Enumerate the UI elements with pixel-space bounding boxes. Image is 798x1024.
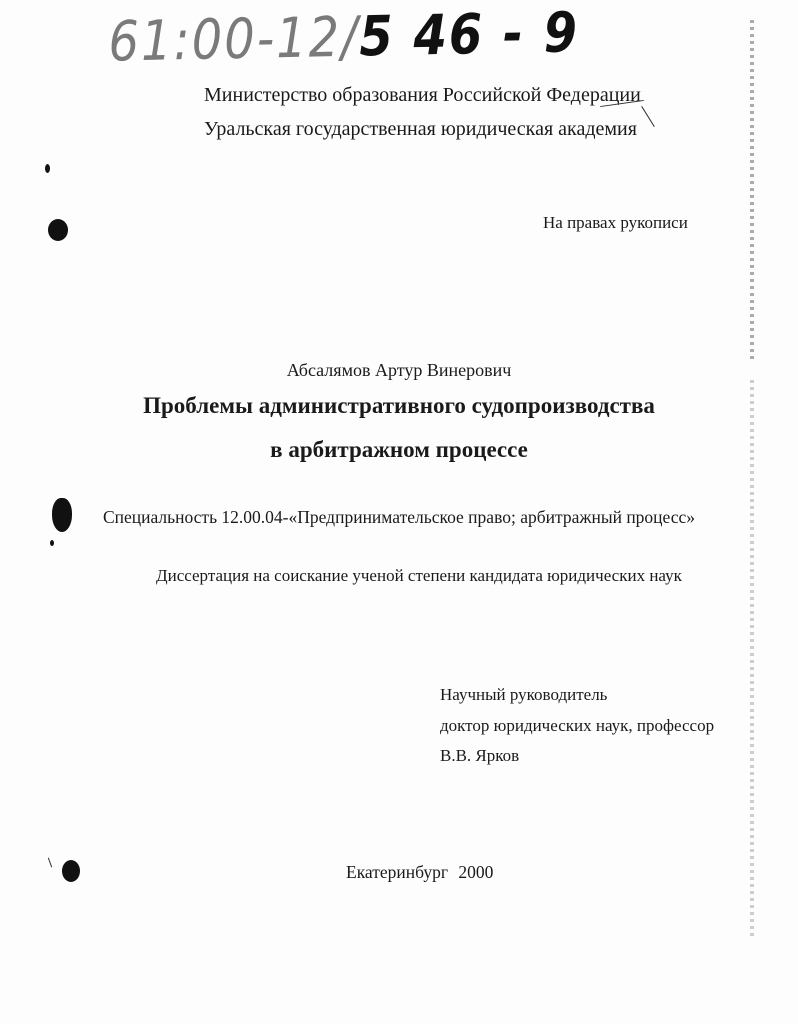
binding-hole (52, 498, 72, 532)
dissertation-degree-line: Диссертация на соискание ученой степени кандидата юридических наук (156, 566, 682, 585)
academy-line: Уральская государственная юридическая академия (204, 118, 637, 140)
specialty-line: Специальность 12.00.04-«Предпринимательское право; арбитражный процесс» (102, 507, 696, 527)
ministry-line: Министерство образования Российской Федерации (204, 84, 641, 106)
handwritten-archive-number (108, 1, 579, 75)
supervisor-label: Научный руководитель (440, 685, 608, 704)
handwritten-number-part: 5 46 - 9 (358, 0, 580, 70)
handwritten-number-part: 12/ (275, 4, 360, 72)
scan-edge-mark (750, 380, 754, 940)
dissertation-title-line-2: в арбитражном процессе (270, 437, 528, 462)
binding-hole (48, 219, 68, 241)
city-and-year: Екатеринбург 2000 (346, 862, 494, 882)
dissertation-title-line-1: Проблемы административного судопроизводства (143, 393, 655, 418)
author-name: Абсалямов Артур Винерович (286, 360, 512, 380)
pen-stroke (641, 106, 655, 127)
scan-edge-mark (750, 20, 754, 360)
binding-mark (50, 540, 54, 546)
binding-mark (45, 164, 50, 173)
supervisor-degree: доктор юридических наук, профессор (440, 716, 715, 735)
binding-hole (62, 860, 80, 882)
manuscript-rights-label: На правах рукописи (543, 213, 688, 232)
binding-mark (48, 858, 52, 868)
handwritten-number-part: 61:00- (108, 6, 277, 75)
supervisor-name: В.В. Ярков (440, 746, 520, 765)
